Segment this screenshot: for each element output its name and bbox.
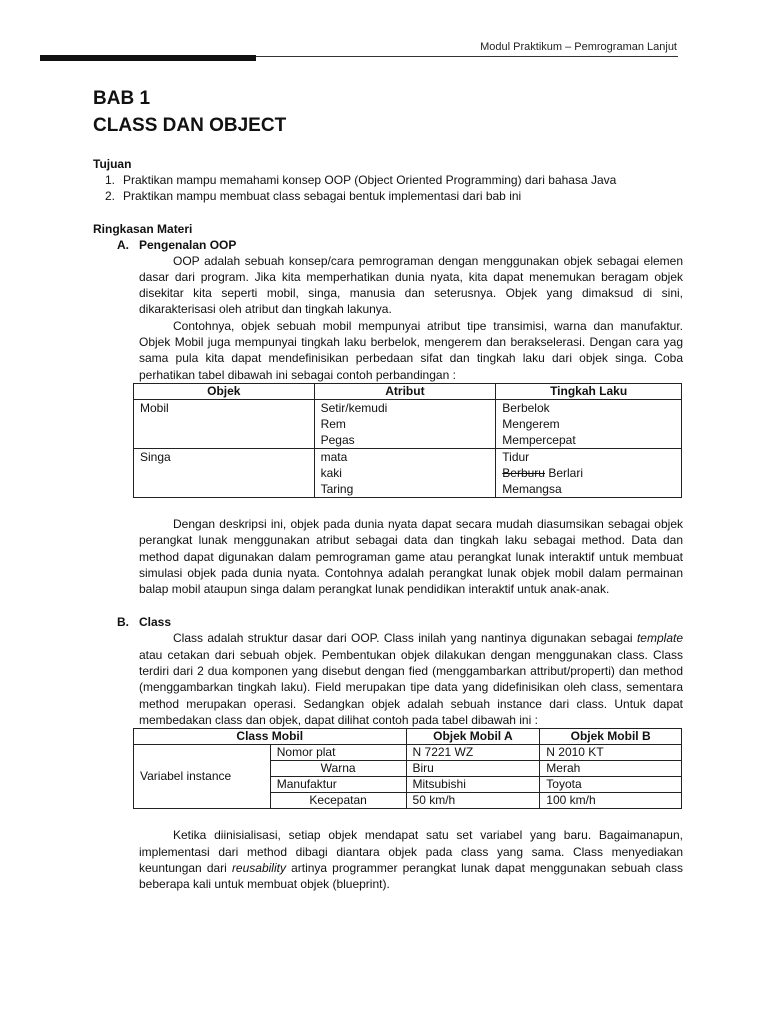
paragraph: Contohnya, objek sebuah mobil mempunyai atribut tipe transimisi, warna dan manufaktur. Objek Mobil juga mempunyai tingkah laku berbelok, mengerem dan berakselerasi. Dengan cara yag sama pula kita dapat mendefinisikan perbedaan sifat dan tingkah laku dari objek singa. Coba perhatikan tabel dibawah ini sebagai contoh perbandingan :	[139, 318, 683, 382]
cell-line: Taring	[320, 481, 354, 496]
cell-line: Tidur	[502, 449, 530, 464]
ringkasan-heading: Ringkasan Materi	[93, 221, 193, 236]
cell-line: kaki	[320, 465, 342, 480]
table-cell: Warna	[270, 761, 406, 777]
table-cell: Kecepatan	[270, 793, 406, 809]
page-body	[93, 85, 683, 892]
list-number: 1.	[104, 173, 115, 187]
table-header: Class Mobil	[134, 729, 407, 745]
chapter-title: CLASS DAN OBJECT	[93, 115, 287, 136]
struck-text: Berburu	[502, 465, 545, 480]
table-cell: Nomor plat	[270, 745, 406, 761]
text-run: artinya programmer perangkat lunak dapat menggunakan sebuah class beberapa kali untuk membuat objek (blueprint).	[139, 860, 683, 892]
table-cell	[496, 448, 682, 497]
table-header: Objek Mobil A	[406, 729, 540, 745]
header-rule-accent	[40, 55, 256, 61]
table-row	[134, 399, 682, 448]
section-letter: B.	[117, 615, 129, 630]
list-item	[93, 172, 683, 188]
section-title: Class	[139, 615, 172, 630]
table-row	[134, 448, 682, 497]
paragraph	[139, 630, 683, 728]
table-cell: Biru	[406, 761, 540, 777]
section-title: Pengenalan OOP	[139, 237, 237, 252]
table-cell: Variabel instance	[134, 745, 271, 809]
cell-line: Rem	[320, 416, 346, 431]
table-cell: 50 km/h	[406, 793, 540, 809]
italic-text: template	[636, 631, 683, 646]
cell-line: Memangsa	[502, 481, 562, 496]
cell-line: Mempercepat	[502, 432, 576, 447]
cell-text: Berlari	[544, 465, 583, 480]
section-letter: A.	[117, 237, 129, 252]
table-cell: Toyota	[540, 777, 682, 793]
paragraph	[139, 827, 683, 892]
tujuan-heading: Tujuan	[93, 157, 132, 171]
objek-table	[133, 383, 682, 498]
text-run: Class adalah struktur dasar dari OOP. Class inilah yang nantinya digunakan sebagai	[173, 631, 637, 646]
running-header: Modul Praktikum – Pemrograman Lanjut	[480, 41, 677, 53]
cell-line: Berbelok	[502, 400, 550, 415]
text-run: Ketika diinisialisasi, setiap objek mendapat satu set variabel yang baru. Bagaimanapun, implementasi dari method dibagi diantara objek pada class yang sama. Class menyediakan keuntungan dari	[139, 828, 683, 875]
chapter-number: BAB 1	[93, 88, 151, 109]
table-cell: N 2010 KT	[540, 745, 682, 761]
table-header: Tingkah Laku	[496, 383, 682, 399]
paragraph: OOP adalah sebuah konsep/cara pemrograman dengan menggunakan objek sebagai elemen dasar dari program. Jika kita memperhatikan dunia nyata, kita dapat menemukan beragam objek disekitar kita seperti mobil, singa, manusia dan seterusnya. Objek yang dimaksud di sini, dikarakterisasi oleh atribut dan tingkah lakunya.	[139, 253, 683, 317]
table-header: Atribut	[314, 383, 496, 399]
cell-line	[502, 465, 675, 481]
table-cell	[314, 399, 496, 448]
table-row	[134, 745, 682, 761]
table-cell: Manufaktur	[270, 777, 406, 793]
cell-line: Pegas	[320, 432, 355, 447]
table-cell: 100 km/h	[540, 793, 682, 809]
section-a-heading	[117, 237, 683, 253]
table-cell: Mobil	[134, 399, 315, 448]
cell-line: mata	[320, 449, 348, 464]
list-number: 2.	[104, 189, 115, 204]
table-header: Objek	[134, 383, 315, 399]
table-cell: Mitsubishi	[406, 777, 540, 793]
list-item	[93, 188, 683, 204]
text-run: atau cetakan dari sebuah objek. Pembentukan objek dilakukan dengan menggunakan class. Class terdiri dari 2 dua komponen yang disebut dengan fied (menggambarkan attribut/properti) dan method (menggambarkan tingkah laku). Field merupakan tipe data yang didefinisikan oleh class, sementara method merupakan operasi. Sedangkan objek adalah sebuah instance dari class. Untuk dapat membedakan class dan objek, dapat dilihat contoh pada tabel dibawah ini :	[139, 647, 683, 727]
class-mobil-table	[133, 728, 682, 809]
table-cell	[314, 448, 496, 497]
table-header: Objek Mobil B	[540, 729, 682, 745]
table-cell	[496, 399, 682, 448]
list-text: Praktikan mampu membuat class sebagai bentuk implementasi dari bab ini	[123, 189, 522, 204]
cell-line: Mengerem	[502, 416, 560, 431]
tujuan-list	[93, 172, 683, 205]
table-cell: Singa	[134, 448, 315, 497]
table-header-row	[134, 383, 682, 399]
paragraph: Dengan deskripsi ini, objek pada dunia nyata dapat secara mudah diasumsikan sebagai objek perangkat lunak menggunakan atribut sebagai data dan tingkah laku sebagai method. Data dan method dapat digunakan dalam pemrograman game atau perangkat lunak interaktif untuk membuat simulasi objek pada dunia nyata. Contohnya adalah perangkat lunak objek mobil dalam permainan balap mobil ataupun singa dalam perangkat lunak pendidikan interaktif untuk anak-anak.	[139, 516, 683, 597]
table-header-row	[134, 729, 682, 745]
section-b-heading	[117, 614, 683, 630]
italic-text: reusability	[231, 860, 286, 875]
list-text: Praktikan mampu memahami konsep OOP (Object Oriented Programming) dari bahasa Java	[123, 173, 617, 187]
cell-line: Setir/kemudi	[320, 400, 388, 415]
table-cell: Merah	[540, 761, 682, 777]
table-cell: N 7221 WZ	[406, 745, 540, 761]
